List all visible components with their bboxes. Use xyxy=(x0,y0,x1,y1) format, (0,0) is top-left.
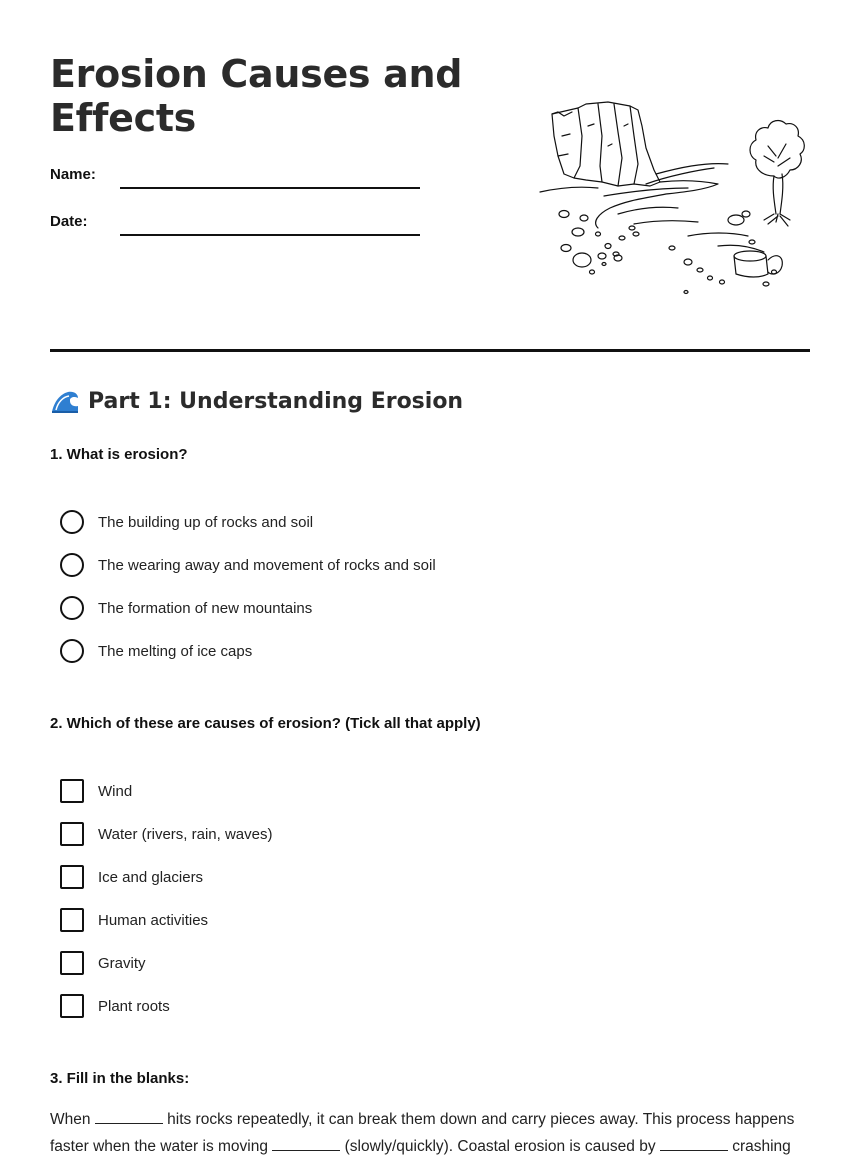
date-label: Date: xyxy=(50,213,88,230)
part1-heading-text: Part 1: Understanding Erosion xyxy=(88,388,464,414)
option-label: Ice and glaciers xyxy=(98,868,204,886)
radio-button[interactable] xyxy=(60,639,84,663)
checkbox[interactable] xyxy=(60,779,84,803)
q2-option-wind[interactable] xyxy=(60,779,132,803)
option-label: Wind xyxy=(98,782,133,800)
blank-field[interactable] xyxy=(272,1136,340,1151)
option-label: Gravity xyxy=(98,954,146,972)
fill-in-paragraph xyxy=(50,1106,810,1160)
checkbox[interactable] xyxy=(60,908,84,932)
water-wave-icon xyxy=(50,388,80,414)
fill-text: hits rocks repeatedly, it can break them down and carry pieces away. This process happens faster when the water is moving xyxy=(50,1111,795,1155)
checkbox[interactable] xyxy=(60,951,84,975)
radio-button[interactable] xyxy=(60,596,84,620)
blank-field[interactable] xyxy=(95,1109,163,1124)
question-2: 2. Which of these are causes of erosion? (Tick all that apply) xyxy=(50,715,481,732)
question-1: 1. What is erosion? xyxy=(50,446,188,463)
option-label: Human activities xyxy=(98,911,209,929)
q1-option-1[interactable] xyxy=(60,510,313,534)
date-field[interactable] xyxy=(120,234,420,236)
checkbox[interactable] xyxy=(60,994,84,1018)
cliff-river-tree-illustration xyxy=(538,96,810,300)
option-label: The melting of ice caps xyxy=(98,642,253,660)
q2-option-human[interactable] xyxy=(60,908,208,932)
radio-button[interactable] xyxy=(60,553,84,577)
q1-option-3[interactable] xyxy=(60,596,312,620)
fill-text: (slowly/quickly). Coastal erosion is caused by xyxy=(344,1138,656,1155)
q2-option-gravity[interactable] xyxy=(60,951,146,975)
q2-option-roots[interactable] xyxy=(60,994,170,1018)
option-label: The building up of rocks and soil xyxy=(98,513,314,531)
fill-text: When xyxy=(50,1111,91,1128)
checkbox[interactable] xyxy=(60,822,84,846)
option-label: Plant roots xyxy=(98,997,170,1015)
name-label: Name: xyxy=(50,166,96,183)
part1-heading xyxy=(50,388,463,414)
option-label: The wearing away and movement of rocks and soil xyxy=(98,556,436,574)
q2-option-water[interactable] xyxy=(60,822,272,846)
q1-option-4[interactable] xyxy=(60,639,252,663)
option-label: The formation of new mountains xyxy=(98,599,313,617)
name-field[interactable] xyxy=(120,187,420,189)
page-title: Erosion Causes and Effects xyxy=(50,52,463,140)
blank-field[interactable] xyxy=(660,1136,728,1151)
section-divider xyxy=(50,349,810,352)
radio-button[interactable] xyxy=(60,510,84,534)
question-3: 3. Fill in the blanks: xyxy=(50,1070,190,1087)
option-label: Water (rivers, rain, waves) xyxy=(98,825,273,843)
q2-option-ice[interactable] xyxy=(60,865,203,889)
fill-text: crashing xyxy=(732,1138,791,1155)
checkbox[interactable] xyxy=(60,865,84,889)
q1-option-2[interactable] xyxy=(60,553,436,577)
